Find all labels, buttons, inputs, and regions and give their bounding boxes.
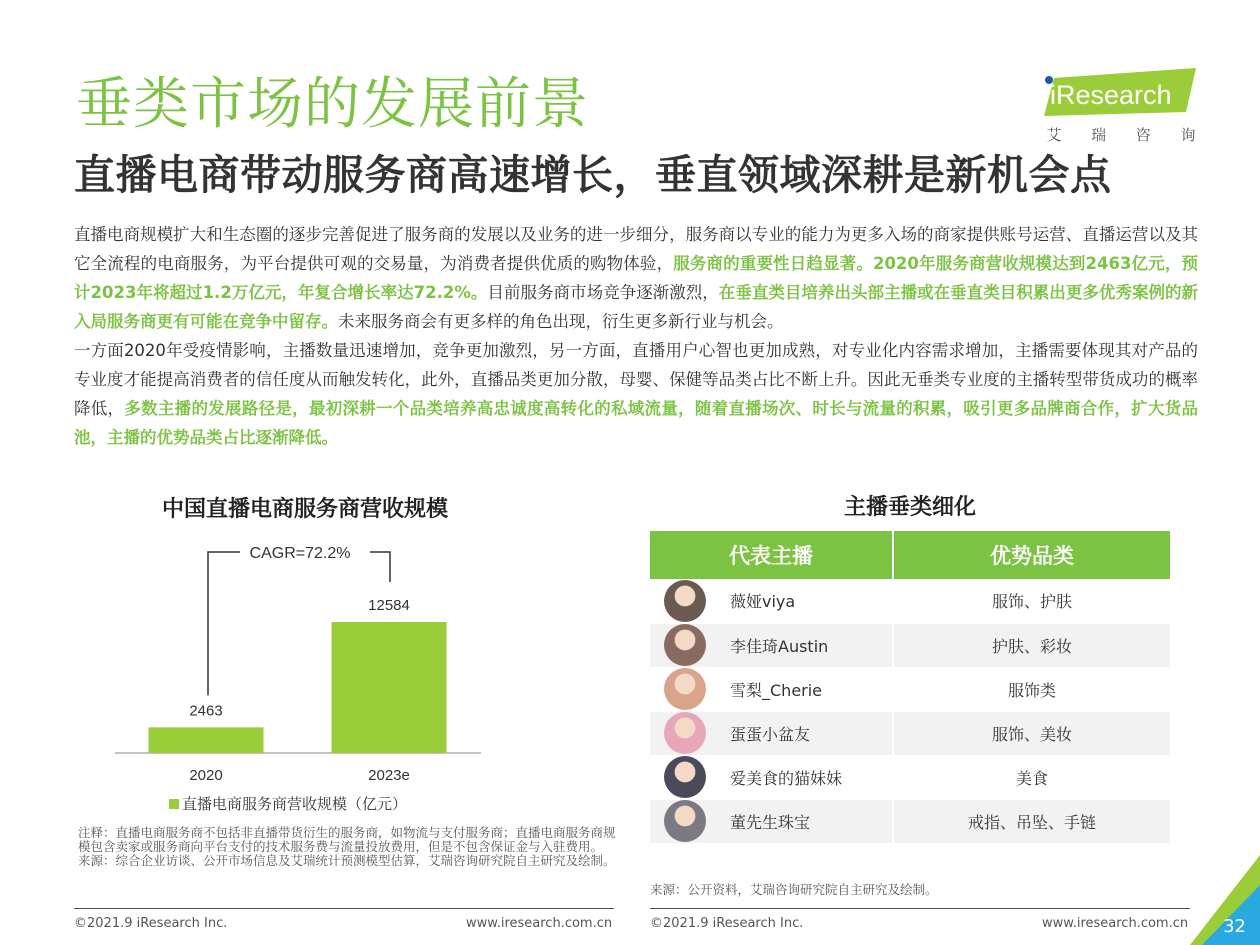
data-label: 2463 [189, 702, 223, 720]
streamer-name: 爱美食的猫妹妹 [730, 768, 843, 788]
avatar [664, 712, 706, 754]
avatar [664, 580, 706, 622]
category-cell: 护肤、彩妆 [893, 623, 1170, 667]
avatar [664, 668, 706, 710]
cagr-bracket-right [370, 552, 390, 582]
logo-tagline: 艾 瑞 咨 询 [1046, 126, 1196, 144]
footer-copyright-right: ©2021.9 iResearch Inc. [650, 916, 804, 931]
table-row [650, 755, 1170, 799]
table-header-row [650, 531, 1170, 579]
avatar [664, 756, 706, 798]
footer-divider-left [74, 908, 614, 909]
streamer-name: 蛋蛋小盆友 [730, 724, 811, 744]
data-label: 12584 [368, 597, 410, 614]
paragraph-2: 一方面2020年受疫情影响，主播数量迅速增加，竞争更加激烈，另一方面，直播用户心智也更加成熟，对专业化内容需求增加，主播需要体现其对产品的专业度才能提高消费者的信任度从而触发转化，此外，直播品类更加分散，母婴、保健等品类占比不断上升。因此无垂类专业度的主播转型带货成功的概率降低，多数主播的发展路径是，最初深耕一个品类培养高忠诚度高转化的私域流量，随着直播场次、时长与流量的积累，吸引更多品牌商合作，扩大货品池，主播的优势品类占比逐渐降低。 [74, 341, 1199, 447]
streamer-cell [650, 579, 893, 623]
streamer-table [650, 531, 1170, 844]
legend-swatch [169, 799, 179, 809]
category-cell: 服饰、护肤 [893, 579, 1170, 623]
footer-copyright-left: ©2021.9 iResearch Inc. [74, 916, 228, 931]
bar-2023e [332, 622, 447, 753]
streamer-name: 董先生珠宝 [730, 812, 811, 832]
x-tick-label: 2023e [368, 767, 410, 784]
footer-url-right[interactable]: www.iresearch.com.cn [1042, 916, 1189, 931]
column-header-streamer: 代表主播 [650, 531, 893, 579]
category-cell: 美食 [893, 755, 1170, 799]
footer-url-left[interactable]: www.iresearch.com.cn [466, 916, 613, 931]
page-title: 垂类市场的发展前景 [76, 72, 589, 137]
streamer-name: 李佳琦Austin [730, 636, 829, 656]
category-cell: 服饰、美妆 [893, 711, 1170, 755]
cagr-annotation: CAGR=72.2% [249, 545, 351, 562]
streamer-name: 薇娅viya [730, 592, 796, 612]
streamer-cell [650, 667, 893, 711]
streamer-cell [650, 623, 893, 667]
chart-title: 中国直播电商服务商营收规模 [161, 497, 448, 522]
column-header-category: 优势品类 [893, 531, 1170, 579]
footer-divider-right [650, 908, 1190, 909]
table-row [650, 799, 1170, 843]
table-title: 主播垂类细化 [843, 495, 976, 520]
cagr-bracket-left [208, 552, 240, 695]
streamer-cell [650, 799, 893, 843]
table-row [650, 667, 1170, 711]
table-row [650, 711, 1170, 755]
bar-2020 [149, 727, 264, 753]
page-subtitle: 直播电商带动服务商高速增长，垂直领域深耕是新机会点 [74, 151, 1112, 199]
table-row [650, 623, 1170, 667]
avatar [664, 624, 706, 666]
streamer-cell [650, 755, 893, 799]
logo-wordmark: iResearch [1050, 80, 1172, 110]
table-row [650, 579, 1170, 623]
chart-source: 来源：综合企业访谈、公开市场信息及艾瑞统计预测模型估算，艾瑞咨询研究院自主研究及绘制。 [78, 853, 616, 868]
body-text [74, 220, 1198, 452]
avatar [664, 800, 706, 842]
revenue-bar-chart [60, 530, 500, 820]
category-cell: 戒指、吊坠、手链 [893, 799, 1170, 843]
chart-notes [78, 826, 618, 868]
legend-label: 直播电商服务商营收规模（亿元） [182, 795, 408, 813]
chart-note: 注释：直播电商服务商不包括非直播带货衍生的服务商，如物流与支付服务商；直播电商服务商规模包含卖家或服务商向平台支付的技术服务费与流量投放费用，但是不包含保证金与入驻费用。 [78, 825, 616, 854]
x-tick-label: 2020 [189, 767, 223, 784]
page-number: 32 [1223, 916, 1246, 937]
paragraph-1: 直播电商规模扩大和生态圈的逐步完善促进了服务商的发展以及业务的进一步细分，服务商以专业的能力为更多入场的商家提供账号运营、直播运营以及其它全流程的电商服务，为平台提供可观的交易量，为消费者提供优质的购物体验，服务商的重要性日趋显著。2020年服务商营收规模达到2463亿元，预计2023年将超过1.2万亿元，年复合增长率达72.2%。目前服务商市场竞争逐渐激烈，在垂直类目培养出头部主播或在垂直类目积累出更多优秀案例的新入局服务商更有可能在竞争中留存。未来服务商会有更多样的角色出现，衍生更多新行业与机会。 [74, 225, 1199, 331]
table-source: 来源：公开资料，艾瑞咨询研究院自主研究及绘制。 [650, 882, 938, 897]
category-cell: 服饰类 [893, 667, 1170, 711]
streamer-name: 雪梨_Cherie [730, 680, 823, 700]
streamer-cell [650, 711, 893, 755]
